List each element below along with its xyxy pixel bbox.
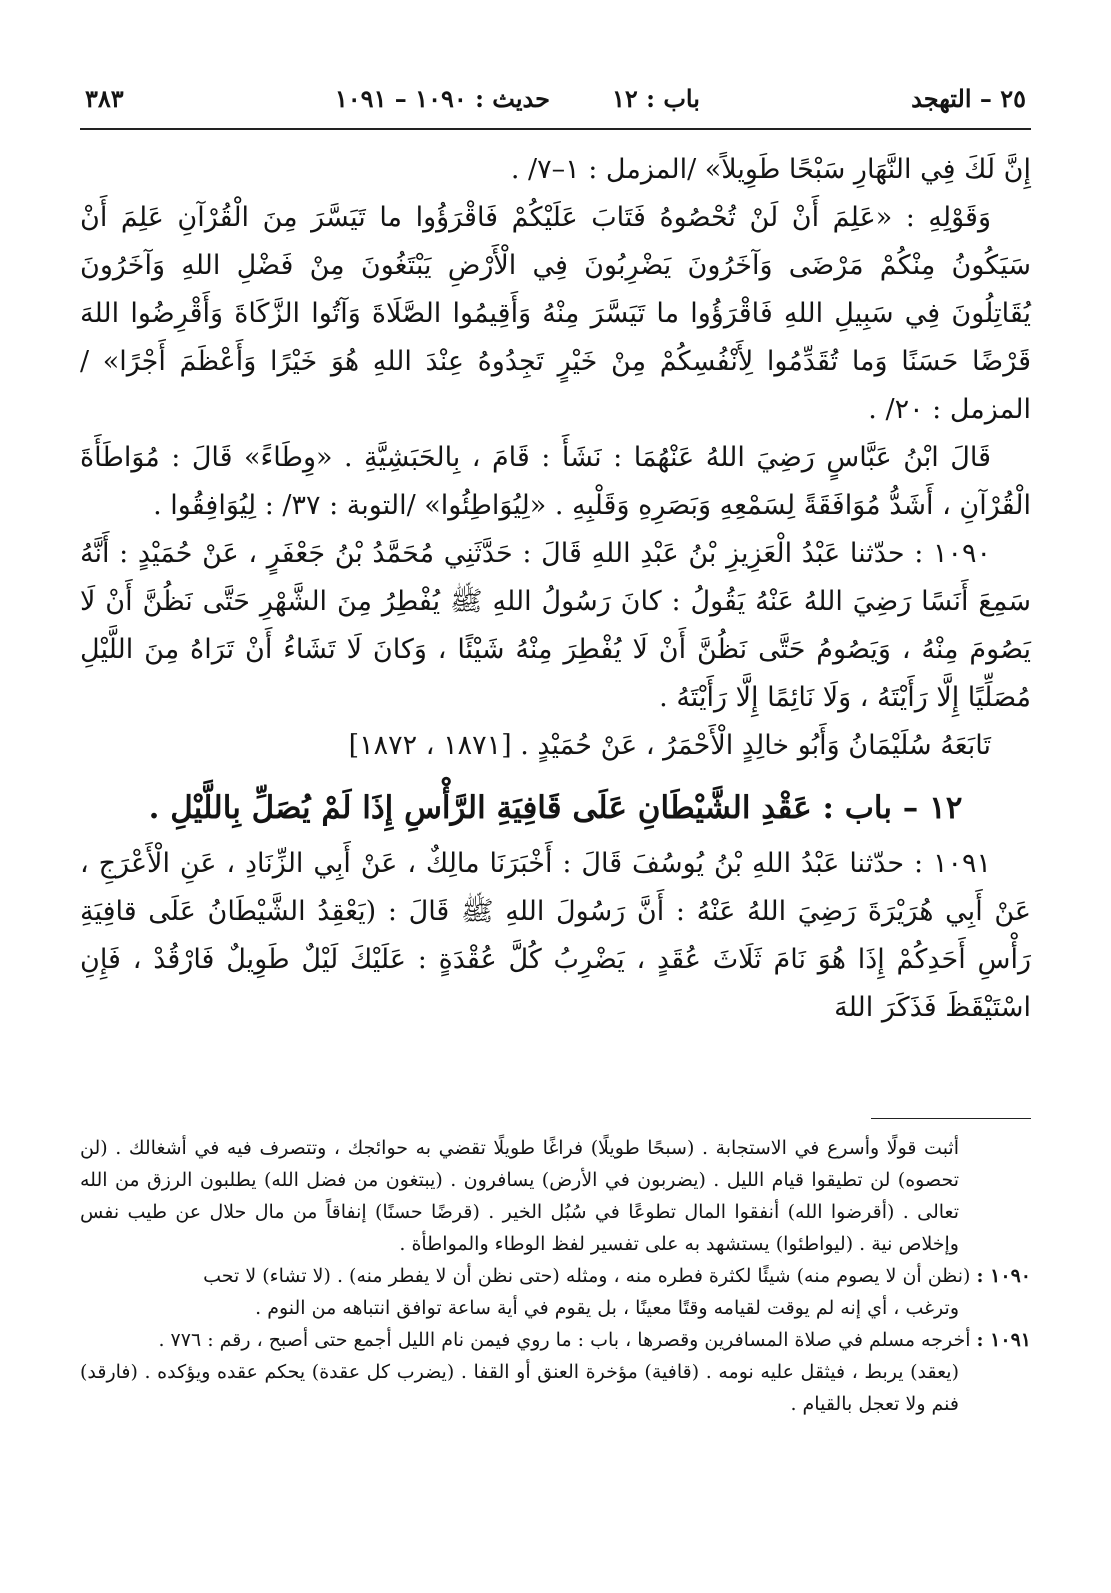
paragraph: إِنَّ لَكَ فِي النَّهَارِ سَبْحًا طَوِيلاً» /المزمل : ١–٧/ . <box>510 154 1031 185</box>
hadith-1091: ١٠٩١ : حدّثنا عَبْدُ اللهِ بْنُ يُوسُفَ قَالَ : أَخْبَرَنَا مالِكٌ ، عَنْ أَبِي الزِّنَادِ ، عَنِ الْأَعْرَجِ ، عَنْ أَبِي هُرَيْرَةَ رَضِيَ اللهُ عَنْهُ : أَنَّ رَسُولَ اللهِ ﷺ قَالَ : (يَعْقِدُ الشَّيْطَانُ عَلَى قافِيَةِ رَأْسِ أَحَدِكُمْ إِذَا هُوَ نَامَ ثَلَاثَ عُقَدٍ ، يَضْرِبُ كُلَّ عُقْدَةٍ : عَلَيْكَ لَيْلٌ طَوِيلٌ فَارْقُدْ ، فَإِنِ اسْتَيْقَظَ فَذَكَرَ اللهَ <box>80 848 1031 1023</box>
header-reference <box>335 84 700 113</box>
hadith-reference: حديث : ١٠٩٠ – ١٠٩١ <box>334 83 550 113</box>
chapter-title: ١٢ – باب : عَقْدِ الشَّيْطَانِ عَلَى قَافِيَةِ الرَّأْسِ إِذَا لَمْ يُصَلِّ بِاللَّيْلِ . <box>148 790 963 826</box>
paragraph: قَالَ ابْنُ عَبَّاسٍ رَضِيَ اللهُ عَنْهُمَا : نَشَأَ : قَامَ ، بِالحَبَشِيَّةِ . «وِطَاءً» قَالَ : مُوَاطَأَةَ الْقُرْآنِ ، أَشَدُّ مُوَافَقَةً لِسَمْعِهِ وَبَصَرِهِ وَقَلْبِهِ . «لِيُوَاطِئُوا» /التوبة : ٣٧/ : لِيُوَافِقُوا . <box>80 442 1031 521</box>
header-divider <box>80 128 1031 130</box>
footnote-divider <box>871 1118 1031 1119</box>
hadith-1090: ١٠٩٠ : حدّثنا عَبْدُ الْعَزِيزِ بْنُ عَبْدِ اللهِ قَالَ : حَدَّثَنِي مُحَمَّدُ بْنُ جَعْفَرٍ ، عَنْ حُمَيْدٍ : أَنَّهُ سَمِعَ أَنَسًا رَضِيَ اللهُ عَنْهُ يَقُولُ : كانَ رَسُولُ اللهِ ﷺ يُفْطِرُ مِنَ الشَّهْرِ حَتَّى نَظُنَّ أَنْ لَا يَصُومَ مِنْهُ ، وَيَصُومُ حَتَّى نَظُنَّ أَنْ لَا يُفْطِرَ مِنْهُ شَيْئًا ، وَكانَ لَا تَشَاءُ أَنْ تَرَاهُ مِنَ اللَّيْلِ مُصَلِّيًا إِلَّا رَأَيْتَهُ ، وَلَا نَائِمًا إِلَّا رَأَيْتَهُ . <box>80 538 1031 713</box>
page-number: ٣٨٣ <box>85 83 124 113</box>
footnote-1090 <box>80 1260 1031 1292</box>
footnote-text: أخرجه مسلم في صلاة المسافرين وقصرها ، باب : ما روي فيمن نام الليل أجمع حتى أصبح ، رقم : ٧٧٦ . <box>158 1329 971 1351</box>
running-header <box>85 80 1026 116</box>
footnote-continuation: وترغب ، أي إنه لم يوقت لقيامه وقتًا معينًا ، بل يقوم في أية ساعة توافق انتباهه من النوم . <box>255 1297 959 1319</box>
footnotes <box>80 1132 1031 1420</box>
paragraph: وَقَوْلِهِ : «عَلِمَ أَنْ لَنْ تُحْصُوهُ فَتَابَ عَلَيْكُمْ فَاقْرَؤُوا ما تَيَسَّرَ مِنَ الْقُرْآنِ عَلِمَ أَنْ سَيَكُونُ مِنْكُمْ مَرْضَى وَآخَرُونَ يَضْرِبُونَ فِي الْأَرْضِ يَبْتَغُونَ مِنْ فَضْلِ اللهِ وَآخَرُونَ يُقَاتِلُونَ فِي سَبِيلِ اللهِ فَاقْرَؤُوا ما تَيَسَّرَ مِنْهُ وَأَقِيمُوا الصَّلَاةَ وَآتُوا الزَّكَاةَ وَأَقْرِضُوا اللهَ قَرْضًا حَسَنًا وَما تُقَدِّمُوا لِأَنْفُسِكُمْ مِنْ خَيْرٍ تَجِدُوهُ عِنْدَ اللهِ هُوَ خَيْرًا وَأَعْظَمَ أَجْرًا» /المزمل : ٢٠/ . <box>80 202 1031 425</box>
paragraph: تَابَعَهُ سُلَيْمَانُ وَأَبُو خالِدٍ الْأَحْمَرُ ، عَنْ حُمَيْدٍ . [١٨٧١ ، ١٨٧٢] <box>348 730 991 761</box>
footnote-1091 <box>80 1324 1031 1356</box>
chapter-heading: ٢٥ – التهجد <box>911 83 1026 113</box>
footnote: أثبت قولًا وأسرع في الاستجابة . (سبحًا طويلًا) فراغًا طويلًا تقضي به حوائجك ، وتتصرف فيه في أشغالك . (لن تحصوه) لن تطيقوا قيام الليل . (يضربون في الأرض) يسافرون . (يبتغون من فضل الله) يطلبون الرزق من الله تعالى . (أقرضوا الله) أنفقوا المال تطوعًا في سُبُل الخير . (قرضًا حسنًا) إنفاقاً من مال حلال عن طيب نفس وإخلاص نية . (ليواطئوا) يستشهد به على تفسير لفظ الوطاء والمواطأة . <box>80 1137 959 1255</box>
main-text <box>80 146 1031 1032</box>
footnote-text: (نظن أن لا يصوم منه) شيئًا لكثرة فطره منه ، ومثله (حتى نظن أن لا يفطر منه) . (لا تشاء) لا تحب <box>203 1265 971 1287</box>
footnote-number: ١٠٩١ : <box>976 1329 1031 1351</box>
bab-reference: باب : ١٢ <box>611 83 700 113</box>
footnote-number: ١٠٩٠ : <box>976 1265 1031 1287</box>
footnote-continuation: (يعقد) يربط ، فيثقل عليه نومه . (قافية) مؤخرة العنق أو القفا . (يضرب كل عقدة) يحكم عقده ويؤكده . (فارقد) فنم ولا تعجل بالقيام . <box>80 1361 959 1415</box>
